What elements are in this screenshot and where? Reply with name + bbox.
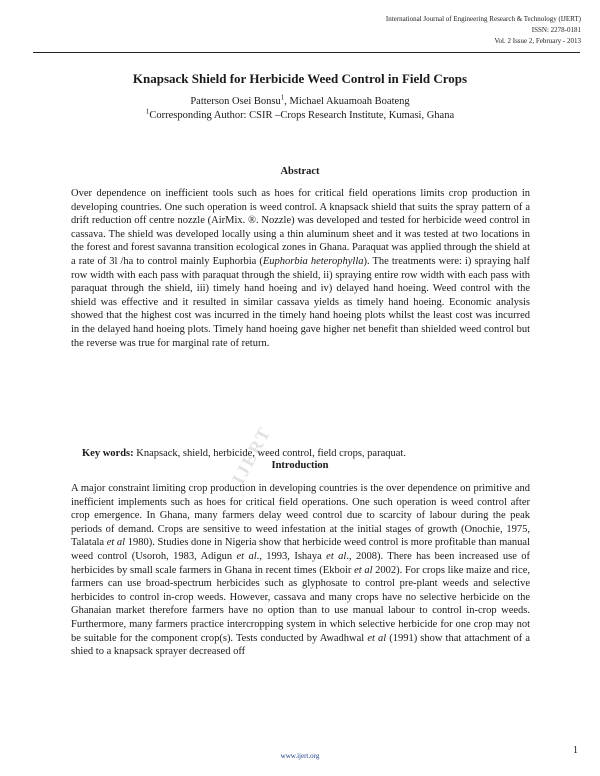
paper-title: Knapsack Shield for Herbicide Weed Control in Field Crops <box>132 71 468 86</box>
intro-etal-3: et al <box>326 550 347 562</box>
abstract-body <box>71 187 530 350</box>
intro-text-6: (1991) show that attachment of a shied to a knapsack sprayer decreased off <box>71 632 531 658</box>
author-1: Patterson Osei Bonsu <box>190 96 281 107</box>
journal-header <box>386 14 581 47</box>
ijert-watermark: IJERT <box>228 422 275 488</box>
author-2: , Michael Akuamoah Boateng <box>284 96 410 107</box>
abstract-heading: Abstract <box>280 166 320 177</box>
journal-volume: Vol. 2 Issue 2, February - 2013 <box>494 37 581 45</box>
header-rule <box>33 52 580 53</box>
intro-etal-2: et al <box>236 550 257 562</box>
affiliation-text: Corresponding Author: CSIR –Crops Research Institute, Kumasi, Ghana <box>149 110 455 121</box>
footer-link[interactable]: www.ijert.org <box>280 752 320 760</box>
author-1-sup: 1 <box>280 93 285 102</box>
intro-text-5: 2002). For crops like maize and rice, farmers can use broad-spectrum herbicides such as glyphosate to control pre-plant weeds and selective herbicides to control in-crop weeds. However, cassava and many crops have no selective herbicide on the Ghanaian market therefore farmers have no option than to use manual labour to control in-crop weeds. Furthermore, many farmers practice intercropping system in which selective herbicide for one crop may not be suitable for the component crop(s). Tests conducted by Awadhwal <box>71 564 530 644</box>
intro-etal-4: et al <box>354 564 373 576</box>
keywords-label: Key words: <box>82 448 134 459</box>
intro-text-4: ., 2008). There has been increased use of herbicides by small scale farmers in Ghana in recent times (Ekboir <box>71 550 531 576</box>
author-block <box>0 95 600 123</box>
journal-name: International Journal of Engineering Research & Technology (IJERT) <box>385 15 581 23</box>
abstract-species: Euphorbia heterophylla <box>262 255 364 267</box>
abstract-text-1: Over dependence on inefficient tools such as hoes for critical field operations limits crop production in developing countries. One such operation is weed control. A knapsack shield that suits the spray pattern of a drift reduction off centre nozzle (AirMix. ®. Nozzle) was developed and tested for herbicide weed control in cassava. The shield was developed locally using a thin aluminum sheet and it was tested at two locations in the forest and forest savanna transition ecological zones in Ghana. Paraquat was applied through the shield at a rate of 3l /ha to control mainly Euphorbia ( <box>71 188 530 267</box>
intro-text-3: ., 1993, Ishaya <box>256 550 327 562</box>
intro-text-2: 1980). Studies done in Nigeria show that herbicide weed control is more profitable than manual weed control (Usoroh, 1983, Adigun <box>71 537 531 562</box>
intro-etal-1: et al <box>106 537 126 549</box>
author-affiliation <box>0 109 600 123</box>
keywords-text: Knapsack, shield, herbicide, weed control, field crops, paraquat. <box>133 448 406 459</box>
introduction-body <box>71 482 530 659</box>
affiliation-sup: 1 <box>145 107 150 116</box>
abstract-text-2: ). The treatments were: i) spraying half row width with each pass with paraquat through the shield, ii) spraying entire row width with each pass with paraquat through the shield, iii) timely hand hoeing and iv) delayed hand hoeing. Weed control with the shield was effective and it resulted in similar cassava yields as timely hand hoeing. Economic analysis showed that the highest cost was incurred in the timely hand hoeing plots whilst the least cost was incurred in the delayed hand hoeing plots. Timely hand hoeing gave higher net benefit than shielded weed control but the reverse was true for marginal rate of return. <box>71 255 530 349</box>
introduction-heading: Introduction <box>271 460 329 471</box>
intro-text-1: A major constraint limiting crop production in developing countries is the over dependence on primitive and inefficient implements such as hoes for critical field operations. One such operation is weed control after crop emergence. In Ghana, many farmers delay weed control due to scarcity of labour during the peak periods of demand. Crops are sensitive to weed infestation at the initial stages of growth (Onochie, 1975, Talatala <box>71 483 530 549</box>
journal-issn: ISSN: 2278-0181 <box>531 26 581 34</box>
author-names <box>0 95 600 109</box>
page-number: 1 <box>573 745 578 756</box>
intro-etal-5: et al <box>367 632 387 644</box>
